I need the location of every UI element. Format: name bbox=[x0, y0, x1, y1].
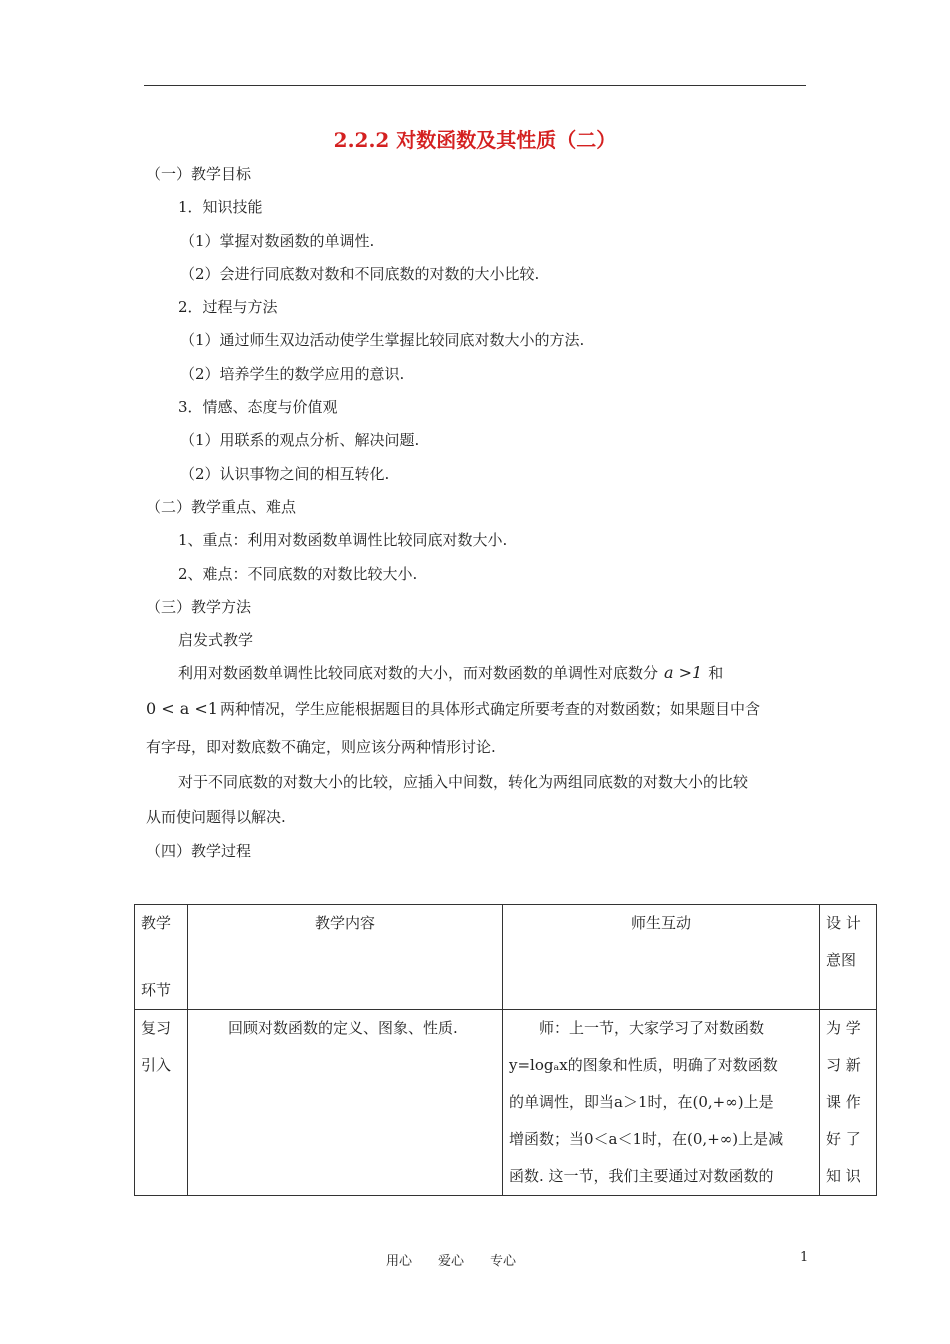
cell-text: 为 学 bbox=[826, 1019, 861, 1037]
paragraph-text: 和 bbox=[708, 664, 724, 682]
table-header-row bbox=[135, 905, 877, 1010]
section-heading: （一）教学目标 bbox=[146, 165, 252, 183]
intent-cell bbox=[820, 1010, 877, 1196]
paragraph-line bbox=[146, 699, 760, 719]
list-item: 1、重点：利用对数函数单调性比较同底对数大小. bbox=[178, 531, 508, 549]
math-expression: a >1 bbox=[664, 663, 703, 682]
stage-cell bbox=[135, 1010, 188, 1196]
table-row bbox=[135, 1010, 877, 1196]
header-rule bbox=[144, 85, 806, 86]
list-item: （2）认识事物之间的相互转化. bbox=[180, 465, 390, 483]
cell-text: 复习 bbox=[141, 1019, 172, 1037]
process-table bbox=[134, 904, 877, 1196]
header-cell-content: 教学内容 bbox=[188, 905, 503, 1010]
footer-motto: 用心 爱心 专心 bbox=[386, 1254, 517, 1269]
cell-text: 的单调性，即当a＞1时，在(0,+∞)上是 bbox=[509, 1093, 774, 1111]
cell-text: y=logₐx的图象和性质，明确了对数函数 bbox=[509, 1056, 778, 1074]
math-expression: 0 < a <1 bbox=[146, 699, 218, 718]
header-text: 环节 bbox=[141, 981, 172, 999]
paragraph-line bbox=[178, 663, 723, 683]
cell-text: 好 了 bbox=[826, 1130, 861, 1148]
paragraph: 启发式教学 bbox=[178, 631, 254, 649]
header-cell-interaction: 师生互动 bbox=[503, 905, 820, 1010]
cell-text: 课 作 bbox=[826, 1093, 861, 1111]
cell-text: 习 新 bbox=[826, 1056, 861, 1074]
header-text: 设 计 bbox=[826, 914, 861, 932]
subsection-heading: 2．过程与方法 bbox=[178, 298, 278, 316]
list-item: 2、难点：不同底数的对数比较大小. bbox=[178, 565, 418, 583]
header-cell-stage bbox=[135, 905, 188, 1010]
section-heading: （二）教学重点、难点 bbox=[146, 498, 297, 516]
paragraph-line: 对于不同底数的对数大小的比较，应插入中间数，转化为两组同底数的对数大小的比较 bbox=[178, 773, 749, 791]
list-item: （2）培养学生的数学应用的意识. bbox=[180, 365, 405, 383]
paragraph-text: 两种情况，学生应能根据题目的具体形式确定所要考查的对数函数；如果题目中含 bbox=[219, 700, 760, 718]
paragraph-line: 从而使问题得以解决. bbox=[146, 808, 286, 826]
page-title: 2.2.2 对数函数及其性质（二） bbox=[333, 128, 617, 152]
header-text: 教学 bbox=[141, 914, 172, 932]
cell-text: 增函数；当0＜a＜1时，在(0,+∞)上是减 bbox=[509, 1130, 784, 1148]
header-text: 意图 bbox=[826, 951, 857, 969]
content-cell bbox=[188, 1010, 503, 1196]
interaction-cell bbox=[503, 1010, 820, 1196]
cell-text: 引入 bbox=[141, 1056, 172, 1074]
section-heading: （四）教学过程 bbox=[146, 842, 252, 860]
list-item: （1）通过师生双边活动使学生掌握比较同底对数大小的方法. bbox=[180, 331, 585, 349]
subsection-heading: 3．情感、态度与价值观 bbox=[178, 398, 338, 416]
list-item: （2）会进行同底数对数和不同底数的对数的大小比较. bbox=[180, 265, 540, 283]
page-number: 1 bbox=[800, 1250, 809, 1265]
header-cell-intent bbox=[820, 905, 877, 1010]
section-heading: （三）教学方法 bbox=[146, 598, 252, 616]
cell-text: 知 识 bbox=[826, 1167, 861, 1185]
cell-text: 师：上一节，大家学习了对数函数 bbox=[539, 1019, 765, 1037]
list-item: （1）用联系的观点分析、解决问题. bbox=[180, 431, 420, 449]
cell-text: 回顾对数函数的定义、图象、性质. bbox=[228, 1019, 458, 1037]
subsection-heading: 1．知识技能 bbox=[178, 198, 263, 216]
cell-text: 函数. 这一节，我们主要通过对数函数的 bbox=[509, 1167, 774, 1185]
paragraph-text: 利用对数函数单调性比较同底对数的大小，而对数函数的单调性对底数分 bbox=[178, 664, 659, 682]
paragraph-line: 有字母，即对数底数不确定，则应该分两种情形讨论. bbox=[146, 738, 496, 756]
list-item: （1）掌握对数函数的单调性. bbox=[180, 232, 375, 250]
